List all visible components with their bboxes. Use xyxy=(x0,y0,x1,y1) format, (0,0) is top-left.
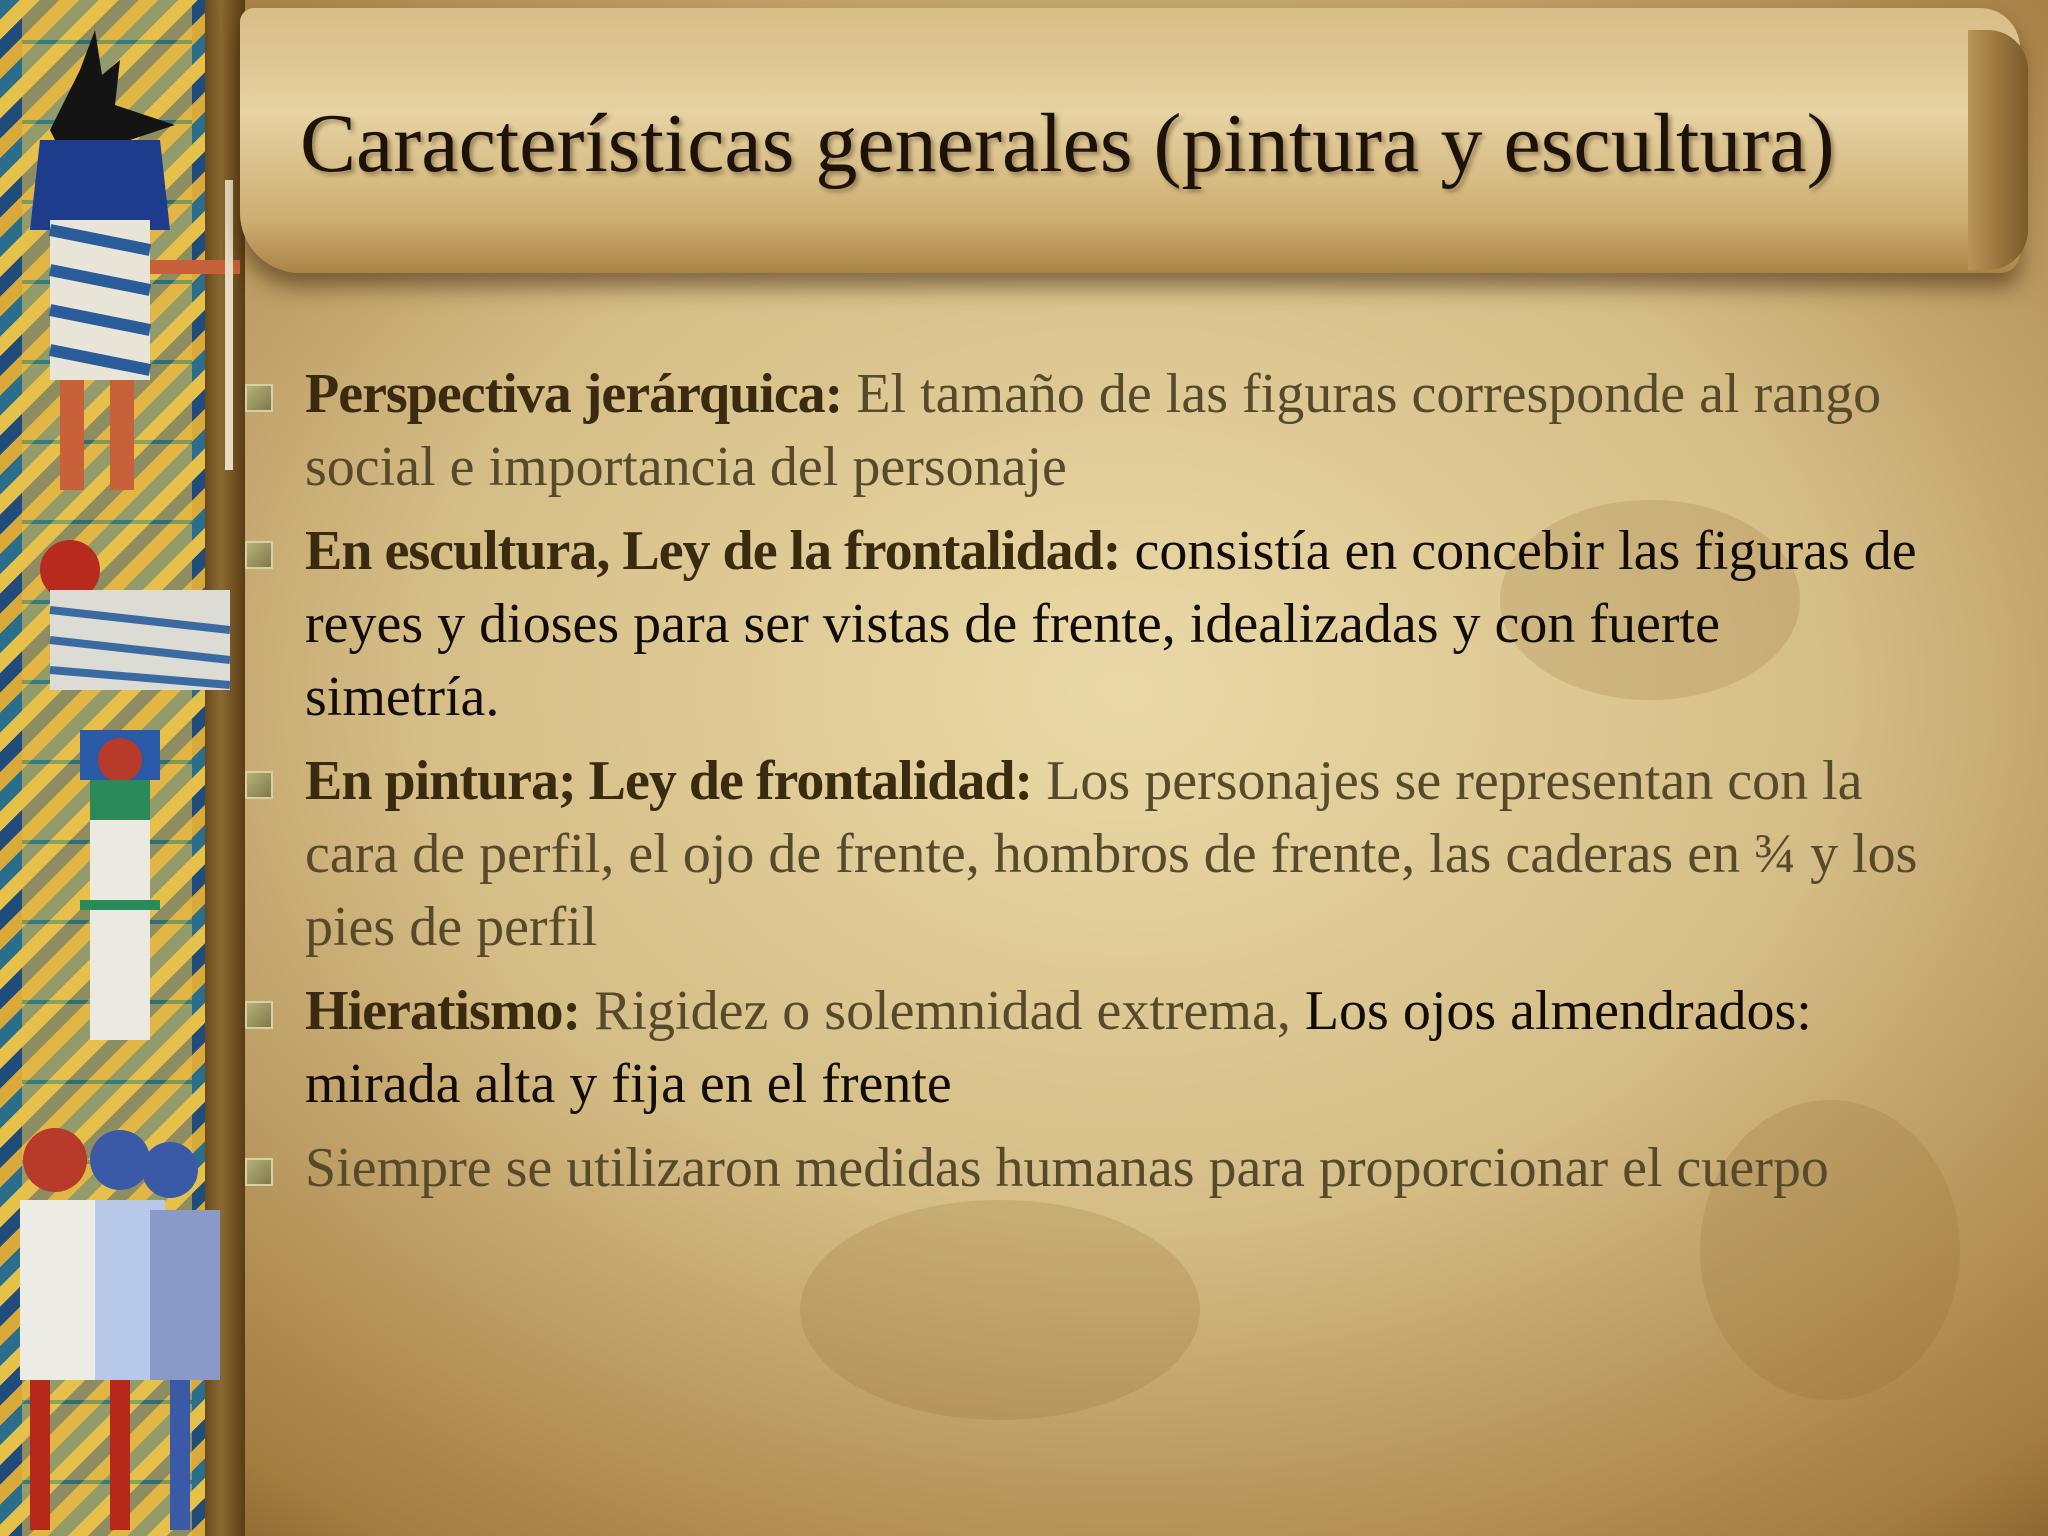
anubis-figure-icon xyxy=(10,30,240,500)
bullet-term: Hieratismo: xyxy=(305,980,581,1042)
bullet-term: En pintura; Ley de frontalidad: xyxy=(305,750,1033,812)
bullet-text: consistía en concebir las figuras de reyes y dioses para ser vistas de frente, idealizadas y con fuerte simetría. xyxy=(305,520,1917,728)
bullet-term: Perspectiva jerárquica: xyxy=(305,363,843,425)
square-bullet-icon xyxy=(245,541,273,569)
square-bullet-icon xyxy=(245,1158,273,1186)
bullet-text: El tamaño de las figuras corresponde al rango social e importancia del personaje xyxy=(305,363,1882,498)
bullet-item xyxy=(305,358,1925,504)
square-bullet-icon xyxy=(245,384,273,412)
falcon-figure-icon xyxy=(30,530,240,700)
square-bullet-icon xyxy=(245,1001,273,1029)
deity-figure-icon xyxy=(60,720,180,1050)
bullet-text: Siempre se utilizaron medidas humanas para proporcionar el cuerpo xyxy=(305,1137,1829,1199)
bullet-item xyxy=(305,1132,1925,1205)
bullet-item xyxy=(305,515,1925,734)
bullet-term: En escultura, Ley de la frontalidad: xyxy=(305,520,1121,582)
square-bullet-icon xyxy=(245,771,273,799)
slide-title: Características generales (pintura y escultura) xyxy=(300,97,1835,190)
bullet-text: Rigidez o solemnidad extrema, xyxy=(580,980,1291,1042)
bullet-text-emphasis: Los ojos almendrados: mirada alta y fija en el frente xyxy=(305,980,1812,1115)
bullet-text: Los personajes se representan con la cara de perfil, el ojo de frente, hombros de frente, las caderas en ¾ y los pies de perfil xyxy=(305,750,1918,958)
bullet-item xyxy=(305,745,1925,964)
bullet-item xyxy=(305,975,1925,1121)
bullet-list xyxy=(305,358,1925,1216)
paper-stain xyxy=(800,1200,1200,1420)
procession-figures-icon xyxy=(0,1120,240,1536)
